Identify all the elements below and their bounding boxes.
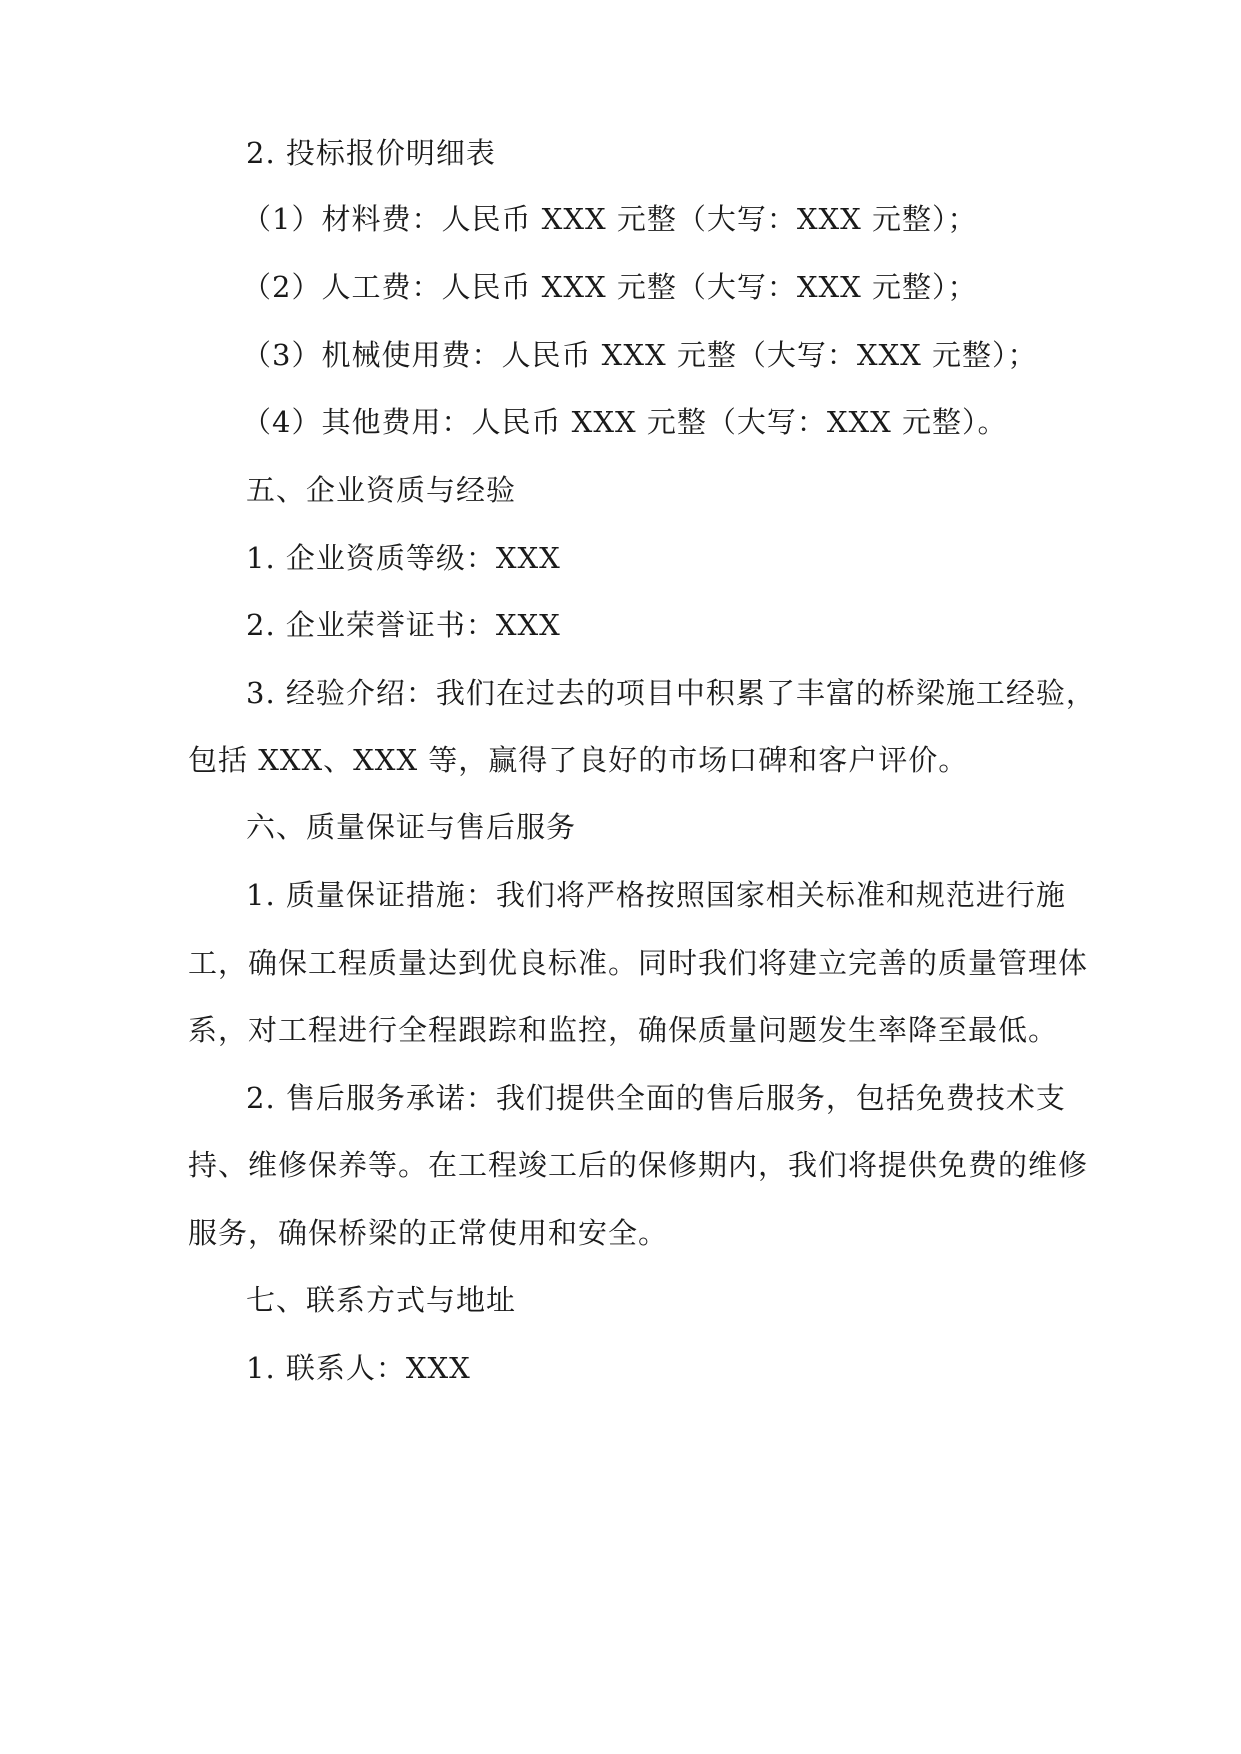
experience-paragraph-line-1: 3. 经验介绍：我们在过去的项目中积累了丰富的桥梁施工经验， xyxy=(246,676,1096,710)
price-item-materials: （1）材料费：人民币 XXX 元整（大写：XXX 元整）； xyxy=(242,202,978,236)
section-heading-qualification: 五、企业资质与经验 xyxy=(246,473,517,507)
experience-paragraph-line-2: 包括 XXX、XXX 等，赢得了良好的市场口碑和客户评价。 xyxy=(188,743,969,777)
aftersales-paragraph-line-3: 服务，确保桥梁的正常使用和安全。 xyxy=(188,1216,669,1250)
aftersales-paragraph-line-2: 持、维修保养等。在工程竣工后的保修期内，我们将提供免费的维修 xyxy=(188,1148,1089,1182)
quality-paragraph-line-2: 工，确保工程质量达到优良标准。同时我们将建立完善的质量管理体 xyxy=(188,946,1089,980)
qualification-level: 1. 企业资质等级：XXX xyxy=(246,541,561,575)
quality-paragraph-line-3: 系，对工程进行全程跟踪和监控，确保质量问题发生率降至最低。 xyxy=(188,1013,1059,1047)
honor-certificates: 2. 企业荣誉证书：XXX xyxy=(246,608,561,642)
contact-person: 1. 联系人：XXX xyxy=(246,1351,471,1385)
item-bid-price-detail-heading: 2. 投标报价明细表 xyxy=(246,136,496,170)
price-item-other: （4）其他费用：人民币 XXX 元整（大写：XXX 元整）。 xyxy=(242,405,1008,439)
section-heading-quality-service: 六、质量保证与售后服务 xyxy=(246,810,577,844)
price-item-machinery: （3）机械使用费：人民币 XXX 元整（大写：XXX 元整）； xyxy=(242,338,1038,372)
price-item-labor: （2）人工费：人民币 XXX 元整（大写：XXX 元整）； xyxy=(242,270,978,304)
section-heading-contact: 七、联系方式与地址 xyxy=(246,1283,517,1317)
quality-paragraph-line-1: 1. 质量保证措施：我们将严格按照国家相关标准和规范进行施 xyxy=(246,878,1066,912)
aftersales-paragraph-line-1: 2. 售后服务承诺：我们提供全面的售后服务，包括免费技术支 xyxy=(246,1081,1066,1115)
